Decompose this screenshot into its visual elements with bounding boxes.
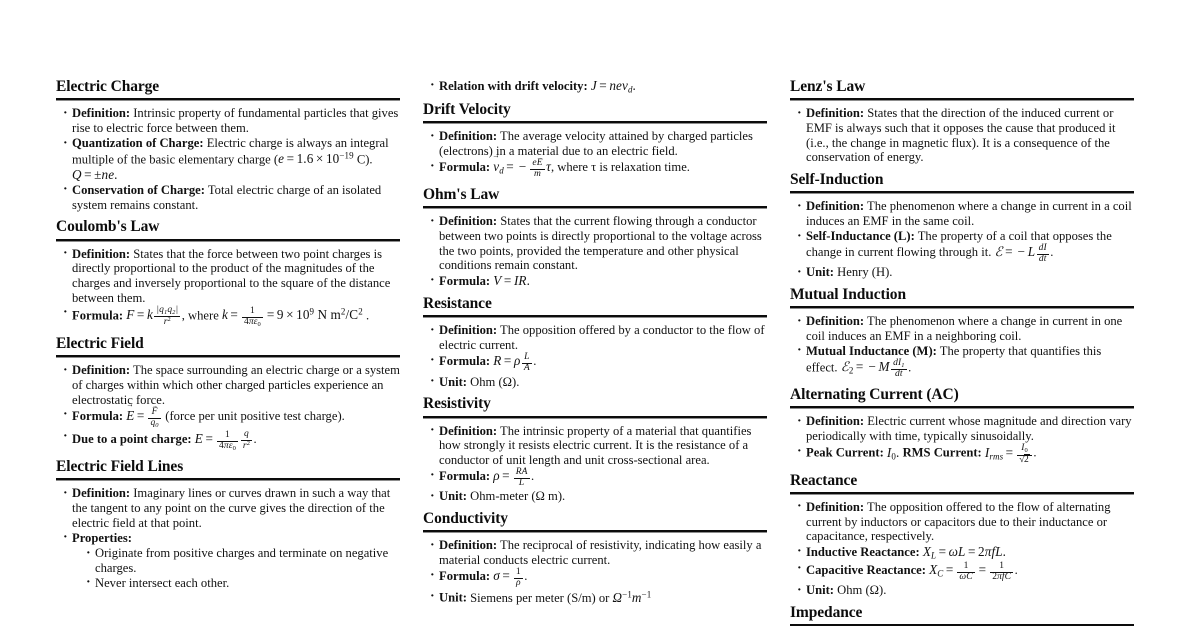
item-label: Definition: [439, 323, 498, 338]
math-inductive-reactance: $X_L = \omega L = 2\pi fL$. [922, 544, 1007, 561]
list-item [63, 136, 400, 182]
math-drift-velocity: $v \to_d$ = − $\frac{eE \to}{m}$ τ [493, 159, 551, 174]
section-heading: Resistivity [423, 395, 491, 413]
math-point-charge-field: E = $\frac{1}{4\pi\varepsilon_0}$ $\frac{q}{r^2}$ [194, 428, 251, 452]
item-label: Definition: [439, 129, 498, 144]
section-heading: Ohm's Law [423, 185, 500, 203]
section-heading: Lenz's Law [790, 78, 866, 95]
item-text: Ohm-meter (Ω m). [470, 489, 566, 504]
section-resistance [423, 295, 767, 389]
section-impedance [790, 604, 1134, 626]
math-coulomb-force: F = k $\frac{|q_1q_2|}{r^2}$ [126, 304, 179, 328]
item-text: States that the direction of the induced current or EMF is always such that it opposes the cause that produced it (i.e., the change in magnetic flux). It is a consequence of the conservation of energy. [806, 106, 1116, 165]
nested-bullet-list [72, 546, 400, 590]
item-label: Relation with drift velocity: [439, 79, 588, 93]
column-1 [56, 78, 400, 626]
list-item [63, 531, 400, 591]
list-item: · Never intersect each other. [86, 576, 400, 591]
list-item: · Formula: ρ = $\frac{RA}{L}$ . [430, 468, 767, 489]
item-label: Unit: [439, 374, 467, 389]
item-label: Self-Inductance (L): [806, 229, 915, 244]
heading-rule [423, 416, 767, 419]
section-conductivity [423, 510, 767, 605]
item-text: States that the current flowing through a conductor between two points is directly proportional to the voltage across the two points, provided the temperature and other physical conditions remain constant. [439, 214, 762, 273]
math-capacitive-reactance: $X_C$ = $\frac{1}{\omega C}$ = $\frac{1}{\text{2πfC}}$ [929, 560, 1012, 582]
list-item [430, 273, 767, 289]
item-label: Formula: [439, 274, 491, 289]
item-label: Formula: [439, 469, 491, 484]
item-label: Unit: [439, 590, 467, 605]
item-text: The opposition offered by a conductor to the flow of electric current. [439, 323, 765, 353]
item-text: The property that quantifies this effect. [806, 343, 1102, 375]
heading-rule [790, 191, 1134, 194]
item-label: Definition: [806, 314, 865, 329]
section-heading: Resistance [423, 295, 492, 313]
list-item: · Capacitive Reactance: $X_C$ = $\frac{1}{\omega C}$ = $\frac{1}{\text{2πfC}}$ . [797, 562, 1134, 583]
item-text-tail: C). [353, 152, 373, 167]
section-heading: Drift Velocity [423, 100, 511, 118]
item-label: Definition: [72, 106, 131, 121]
item-text-tail: (force per unit positive test charge). [162, 408, 345, 423]
bullet-list [790, 414, 1134, 465]
list-item [430, 78, 767, 95]
list-item: · Formula: σ = $\frac{1}{\rho}$ . [430, 568, 767, 589]
list-item [430, 214, 767, 273]
heading-rule [423, 530, 767, 533]
math-resistivity: ρ = $\frac{RA}{L}$ [493, 467, 528, 488]
trailing-period: . [365, 308, 370, 323]
list-item [797, 265, 1134, 280]
item-label: Properties: [72, 530, 132, 545]
heading-rule [790, 98, 1134, 101]
heading-rule [790, 306, 1134, 309]
list-item [430, 589, 767, 605]
item-label: Formula: [439, 354, 491, 369]
list-item: · Formula: F = k $\frac{|q_1q_2|}{r^2}$ , where k = $\frac{1}{4\pi\varepsilon_0}$ = $9 \times 10^9$ N $m^2/C^2$ . [63, 306, 400, 329]
section-resistivity [423, 395, 767, 504]
math-coulomb-constant: k = $\frac{1}{4\pi\varepsilon_0}$ = $9 \times 10^9$ N $m^2/C^2$ [221, 306, 363, 329]
section-coulombs-law [56, 218, 400, 329]
section-heading: Electric Charge [56, 78, 160, 95]
bullet-list [56, 247, 400, 329]
list-item [430, 323, 767, 352]
bullet-list [423, 323, 767, 389]
section-heading: Reactance [790, 471, 858, 489]
item-label: Definition: [806, 414, 865, 429]
item-text: The property of a coil that opposes the change in current flowing through it. [806, 229, 1112, 259]
item-label-2: RMS Current: [902, 445, 982, 460]
item-label: Definition: [439, 538, 498, 553]
item-label: Unit: [439, 489, 467, 504]
item-label: Formula: [72, 408, 124, 423]
item-text: The reciprocal of resistivity, indicating how easily a material conducts electric current. [439, 538, 762, 568]
item-text-tail: , where τ is relaxation time. [550, 160, 690, 175]
math-self-induced-emf: ℰ = − L $\frac{dI}{dt}$ [994, 242, 1047, 264]
item-text: Siemens per meter (S/m) or $\Omega^{-1}m^{-1}$ [470, 589, 652, 605]
item-label: Formula: [439, 569, 491, 584]
bullet-list [790, 199, 1134, 279]
list-item [63, 363, 400, 407]
item-label: Definition: [439, 214, 498, 229]
item-text: Ohm (Ω). [837, 583, 887, 598]
section-heading: Self-Induction [790, 170, 884, 188]
item-text: Henry (H). [837, 265, 893, 280]
list-item [797, 314, 1134, 343]
item-text: Electric charge is always an integral multiple of the basic elementary charge ( [72, 136, 389, 167]
heading-rule [423, 121, 767, 124]
leading-bullet-list [423, 78, 767, 95]
list-item [430, 424, 767, 468]
bullet-list [56, 486, 400, 590]
item-label: Unit: [806, 265, 834, 280]
item-text: The opposition offered to the flow of alternating current by inductors or capacitors due to their inductance or capacitance, respectively. [806, 499, 1111, 544]
list-item [430, 538, 767, 567]
item-text: Total electric charge of an isolated system remains constant. [72, 182, 382, 212]
item-text: Imaginary lines or curves drawn in such a way that the tangent to any point on the curve gives the direction of the electric field at that point. [72, 486, 391, 530]
column-3 [790, 78, 1134, 626]
math-quantization: Q = ±ne. [72, 166, 118, 182]
bullet-list [56, 106, 400, 212]
math-rms-current: $I_{rms}$ = $\frac{I_0}{√2}$ [985, 445, 1034, 460]
item-text: The average velocity attained by charged particles (electrons) in a material due to an electric field. [439, 129, 753, 158]
item-label: Definition: [806, 499, 865, 514]
heading-rule [56, 239, 400, 242]
list-item [797, 414, 1134, 443]
list-item: · Due to a point charge: E = $\frac{1}{4\pi\varepsilon_0}$ $\frac{q}{r^2}$ . [63, 430, 400, 452]
math-conductivity: σ = $\frac{1}{\rho}$ [493, 567, 521, 589]
list-item [430, 489, 767, 504]
heading-rule [423, 206, 767, 209]
list-item [63, 183, 400, 212]
item-text: Ohm (Ω). [470, 374, 520, 389]
item-label: Conservation of Charge: [72, 182, 205, 197]
list-item: · Peak Current: $I_0$. RMS Current: $I_{rms}$ = $\frac{I_0}{√2}$ . [797, 444, 1134, 465]
three-column-layout [56, 78, 1134, 626]
section-drift-velocity [423, 101, 767, 180]
heading-rule [56, 98, 400, 101]
list-item [797, 583, 1134, 598]
section-heading: Impedance [790, 603, 863, 621]
item-text: Intrinsic property of fundamental particles that gives rise to electric force between them. [72, 106, 399, 136]
section-electric-field [56, 335, 400, 452]
section-heading: Electric Field Lines [56, 458, 184, 476]
list-item [63, 106, 400, 135]
bullet-list [423, 214, 767, 289]
section-heading: Mutual Induction [790, 285, 906, 303]
item-label: Capacitive Reactance: [806, 562, 926, 577]
list-item [63, 486, 400, 530]
item-label: Mutual Inductance (M): [806, 343, 937, 358]
section-mutual-induction [790, 286, 1134, 380]
list-item [63, 247, 400, 306]
item-label: Definition: [806, 199, 865, 214]
item-label: Due to a point charge: [72, 431, 192, 446]
list-item [797, 106, 1134, 165]
section-reactance [790, 472, 1134, 598]
section-alternating-current [790, 386, 1134, 466]
list-item: · Originate from positive charges and terminate on negative charges. [86, 546, 400, 575]
math-peak-current: $I_0$. [886, 444, 900, 462]
math-ohms-law: V = IR. [493, 273, 530, 289]
bullet-list [423, 424, 767, 504]
bullet-list [790, 106, 1134, 165]
heading-rule [790, 406, 1134, 409]
list-item [63, 408, 400, 429]
list-item [797, 544, 1134, 561]
item-label: Formula: [439, 160, 491, 175]
section-self-induction [790, 171, 1134, 280]
item-label: Peak Current: [806, 445, 884, 460]
math-elementary-charge: $e = 1.6 \times 10^{-19}$ [278, 150, 354, 167]
section-heading: Electric Field [56, 334, 144, 352]
bullet-list [790, 314, 1134, 380]
math-mutual-induced-emf: ℰ$_2$ = − M $\frac{dI_1}{dt}$ [840, 357, 905, 380]
heading-rule [423, 315, 767, 318]
list-item [797, 199, 1134, 228]
item-label: Definition: [72, 486, 131, 501]
section-ohms-law [423, 186, 767, 289]
section-lenzs-law [790, 78, 1134, 165]
item-label: Definition: [72, 363, 131, 378]
item-text: States that the force between two point charges is directly proportional to the product of the magnitudes of the charges and inversely proportional to the square of the distance between them. [72, 246, 391, 305]
item-text: The phenomenon where a change in current in one coil induces an EMF in a neighboring coil. [806, 314, 1123, 343]
list-item: · Self-Inductance (L): The property of a coil that opposes the change in current flowing through it. ℰ = − L $\frac{dI}{dt}$ . [797, 229, 1134, 264]
list-item: · Mutual Inductance (M): The property that quantifies this effect. ℰ$_2$ = − M $\frac{dI_1}{dt}$ . [797, 344, 1134, 380]
heading-rule [790, 492, 1134, 495]
column-2 [423, 78, 767, 626]
list-item [797, 500, 1134, 544]
bullet-list [56, 363, 400, 452]
item-label: Definition: [72, 246, 131, 261]
section-heading: Coulomb's Law [56, 218, 160, 236]
item-label: Unit: [806, 583, 834, 598]
item-label: Quantization of Charge: [72, 136, 204, 151]
math-efield-def: E → = $\frac{F \to}{q_0}$ [126, 408, 162, 423]
section-electric-charge [56, 78, 400, 212]
list-item [430, 129, 767, 158]
item-text: Electric current whose magnitude and direction vary periodically with time, typically sinusoidally. [806, 414, 1132, 444]
bullet-list [790, 500, 1134, 598]
math-conductivity-unit: $\Omega^{-1}m^{-1}$ [612, 589, 652, 605]
math-resistance: R = ρ $\frac{L}{A}$ [493, 352, 530, 374]
heading-rule [56, 355, 400, 358]
heading-rule [56, 478, 400, 481]
bullet-list [423, 538, 767, 605]
item-text: The space surrounding an electric charge or a system of charges within which other charged particles experience an electrostatic force. [72, 363, 400, 407]
section-electric-field-lines [56, 458, 400, 590]
list-item: · Formula: R = ρ $\frac{L}{A}$ . [430, 353, 767, 374]
item-label: Definition: [439, 423, 498, 438]
item-text: The phenomenon where a change in current in a coil induces an EMF in the same coil. [806, 199, 1132, 228]
section-heading: Conductivity [423, 510, 508, 527]
list-item [430, 375, 767, 390]
section-heading: Alternating Current (AC) [790, 386, 959, 403]
item-label: Definition: [806, 106, 865, 121]
item-label: Inductive Reactance: [806, 545, 920, 560]
item-text: The intrinsic property of a material that quantifies how strongly it resists electric current. It is the resistance of a conductor of unit length and unit cross-sectional area. [439, 423, 752, 467]
bullet-list [423, 129, 767, 180]
list-item [430, 159, 767, 180]
math-current-density: J → = nev $\to_d$. [591, 78, 636, 93]
item-label: Formula: [72, 308, 124, 323]
